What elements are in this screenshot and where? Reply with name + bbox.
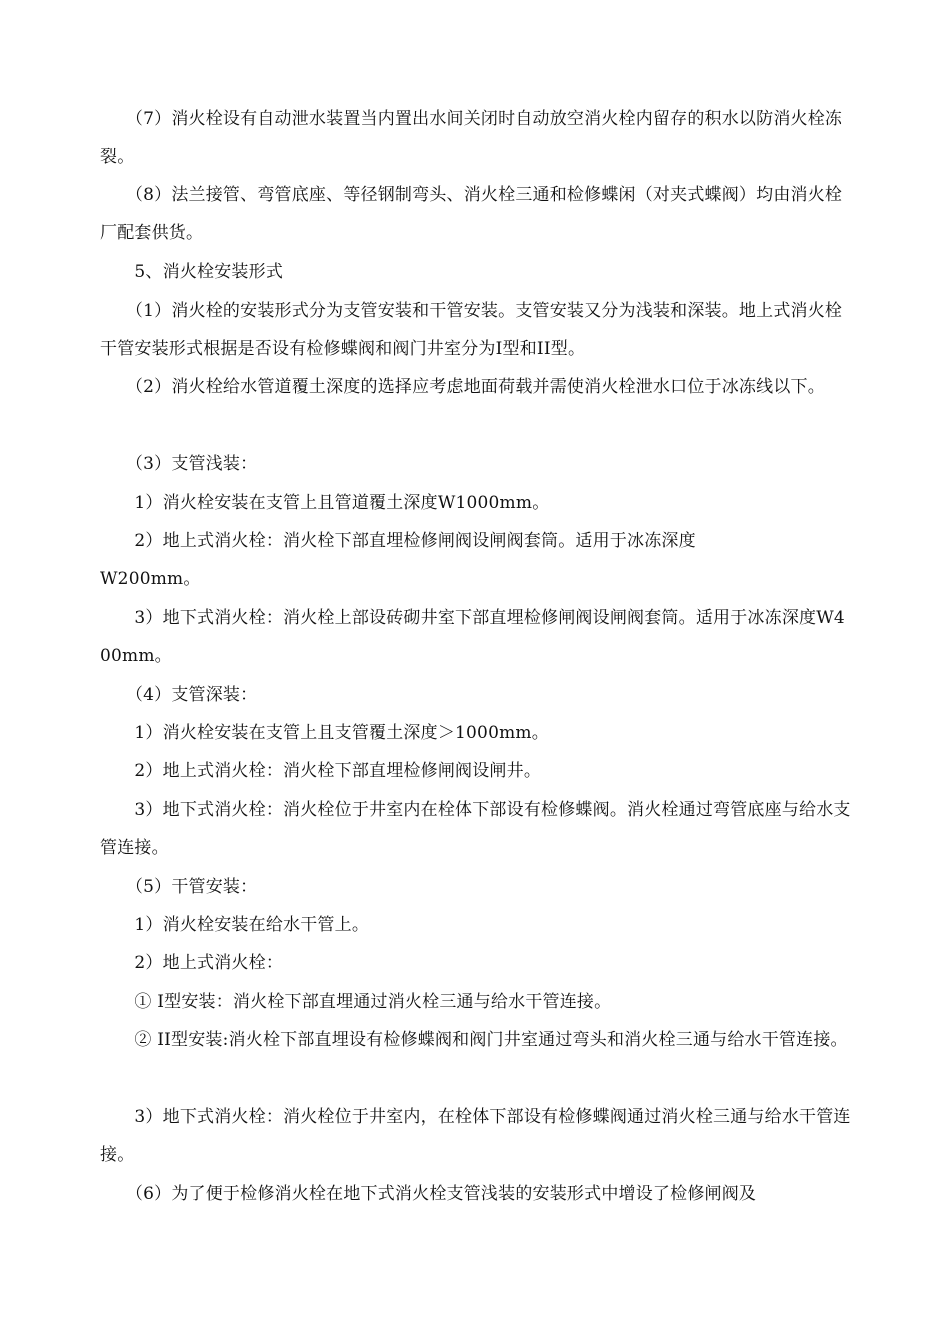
list-item-main-2: 2）地上式消火栓： [100, 953, 284, 973]
list-item-deep-1: 1）消火栓安装在支管上且支管覆土深度＞1000mm。 [100, 723, 549, 743]
section-heading-install-form: 5、消火栓安装形式 [100, 262, 284, 282]
paragraph-1-install-types: （1）消火栓的安装形式分为支管安装和干管安装。支管安装又分为浅装和深装。地上式消火栓干管安装形式根据是否设有检修蝶阀和阀门井室分为I型和II型。 [100, 301, 843, 359]
subheading-4-branch-deep: （4）支管深装： [100, 685, 258, 705]
list-item-shallow-2: 2）地上式消火栓：消火栓下部直埋检修闸阀设闸阀套筒。适用于冰冻深度 W200mm。 [100, 531, 696, 589]
list-item-main-3: 3）地下式消火栓：消火栓位于井室内，在栓体下部设有检修蝶阀通过消火栓三通与给水干管连接。 [100, 1107, 851, 1165]
paragraph-2-cover-depth: （2）消火栓给水管道覆土深度的选择应考虑地面荷载并需使消火栓泄水口位于冰冻线以下。 [100, 377, 825, 397]
paragraph-7-drain-device: （7）消火栓设有自动泄水装置当内置出水间关闭时自动放空消火栓内留存的积水以防消火栓冻裂。 [100, 109, 843, 167]
list-item-main-1: 1）消火栓安装在给水干管上。 [100, 915, 370, 935]
list-item-type-1: ① I型安装：消火栓下部直埋通过消火栓三通与给水干管连接。 [100, 992, 612, 1012]
list-item-shallow-3: 3）地下式消火栓：消火栓上部设砖砌井室下部直埋检修闸阀设闸阀套筒。适用于冰冻深度W400mm。 [100, 608, 845, 666]
list-item-shallow-1: 1）消火栓安装在支管上且管道覆土深度W1000mm。 [100, 493, 550, 513]
list-item-deep-3: 3）地下式消火栓：消火栓位于井室内在栓体下部设有检修蝶阀。消火栓通过弯管底座与给水支管连接。 [100, 800, 851, 858]
subheading-5-main-pipe: （5）干管安装： [100, 877, 258, 897]
list-item-type-2: ② II型安装:消火栓下部直埋设有检修蝶阀和阀门井室通过弯头和消火栓三通与给水干管连接。 [100, 1030, 848, 1050]
list-item-deep-2: 2）地上式消火栓：消火栓下部直埋检修闸阀设闸井。 [100, 761, 542, 781]
subheading-3-branch-shallow: （3）支管浅装： [100, 454, 258, 474]
paragraph-8-factory-supply: （8）法兰接管、弯管底座、等径钢制弯头、消火栓三通和检修蝶闲（对夹式蝶阀）均由消火栓厂配套供货。 [100, 185, 843, 243]
paragraph-6-maintenance: （6）为了便于检修消火栓在地下式消火栓支管浅装的安装形式中增设了检修闸阀及 [100, 1184, 757, 1204]
